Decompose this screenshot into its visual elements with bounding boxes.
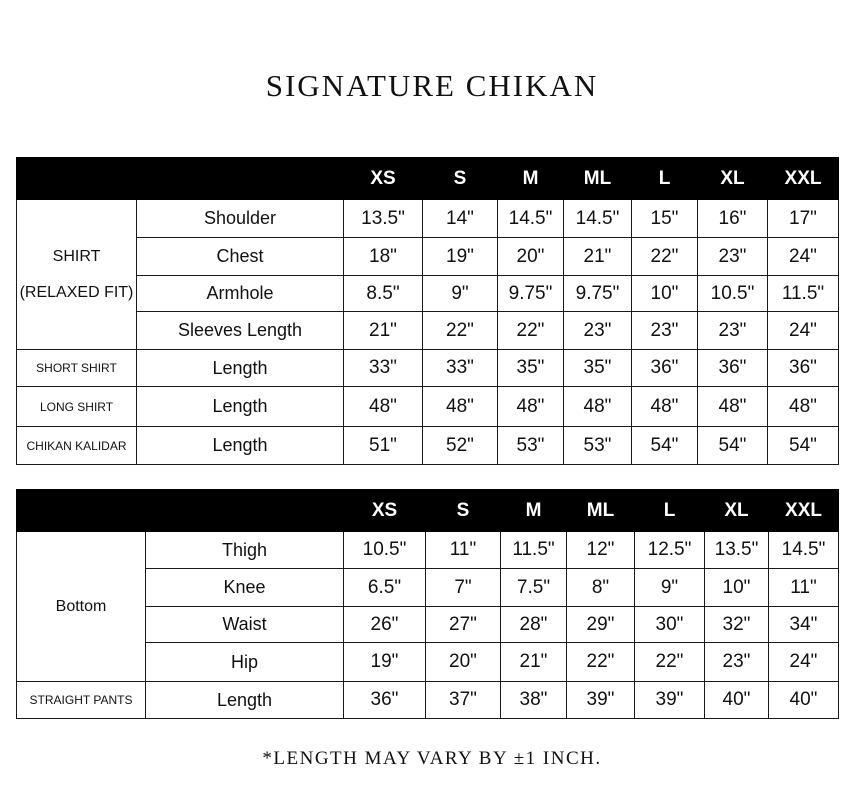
size-value-cell: 17": [768, 200, 839, 238]
measurement-label: Armhole: [137, 276, 344, 312]
size-value-cell: 48": [344, 387, 423, 427]
header-blank: [17, 490, 146, 532]
size-value-cell: 9.75": [564, 276, 632, 312]
size-value-cell: 48": [768, 387, 839, 427]
table-row: [17, 312, 839, 350]
size-value-cell: 20": [426, 643, 501, 682]
size-header: XS: [344, 490, 426, 532]
size-value-cell: 24": [768, 238, 839, 276]
category-label: STRAIGHT PANTS: [29, 693, 133, 707]
table-row: [17, 682, 839, 719]
size-header: S: [426, 490, 501, 532]
size-value-cell: 8.5": [344, 276, 423, 312]
size-header: L: [635, 490, 705, 532]
size-value-cell: 22": [567, 643, 635, 682]
size-value-cell: 7.5": [501, 569, 567, 607]
size-value-cell: 14.5": [564, 200, 632, 238]
shirt-table-body: [17, 200, 839, 465]
size-value-cell: 21": [501, 643, 567, 682]
measurement-label: Hip: [146, 643, 344, 682]
measurement-label: Sleeves Length: [137, 312, 344, 350]
size-value-cell: 16": [698, 200, 768, 238]
size-header: XL: [705, 490, 769, 532]
size-value-cell: 53": [564, 427, 632, 465]
size-value-cell: 33": [344, 350, 423, 387]
measurement-label: Length: [146, 682, 344, 719]
size-value-cell: 24": [769, 643, 839, 682]
size-value-cell: 32": [705, 607, 769, 643]
shirt-size-table: [16, 157, 839, 465]
table-row: [17, 350, 839, 387]
category-label: SHORT SHIRT: [36, 361, 117, 375]
size-value-cell: 22": [635, 643, 705, 682]
bottom-table-body: [17, 532, 839, 719]
size-header: XS: [344, 158, 423, 200]
size-value-cell: 34": [769, 607, 839, 643]
length-footnote: *LENGTH MAY VARY BY ±1 INCH.: [262, 748, 602, 769]
size-value-cell: 23": [564, 312, 632, 350]
size-value-cell: 36": [768, 350, 839, 387]
size-value-cell: 36": [632, 350, 698, 387]
size-value-cell: 27": [426, 607, 501, 643]
size-value-cell: 54": [768, 427, 839, 465]
size-header: S: [423, 158, 498, 200]
measurement-label: Chest: [137, 238, 344, 276]
size-header-row: [17, 490, 839, 532]
size-value-cell: 19": [344, 643, 426, 682]
bottom-size-table: [16, 489, 839, 719]
size-value-cell: 11.5": [768, 276, 839, 312]
category-label: SHIRT: [52, 247, 101, 265]
size-value-cell: 14": [423, 200, 498, 238]
size-value-cell: 21": [344, 312, 423, 350]
size-value-cell: 14.5": [769, 532, 839, 569]
size-value-cell: 23": [705, 643, 769, 682]
size-value-cell: 40": [769, 682, 839, 719]
size-value-cell: 22": [632, 238, 698, 276]
size-value-cell: 48": [698, 387, 768, 427]
size-value-cell: 22": [498, 312, 564, 350]
category-label: LONG SHIRT: [39, 399, 114, 414]
size-value-cell: 11": [769, 569, 839, 607]
size-value-cell: 10": [632, 276, 698, 312]
size-value-cell: 30": [635, 607, 705, 643]
size-value-cell: 28": [501, 607, 567, 643]
size-value-cell: 23": [698, 312, 768, 350]
size-header: XXL: [768, 158, 839, 200]
size-value-cell: 13.5": [705, 532, 769, 569]
size-value-cell: 6.5": [344, 569, 426, 607]
size-value-cell: 54": [698, 427, 768, 465]
size-value-cell: 15": [632, 200, 698, 238]
size-value-cell: 48": [632, 387, 698, 427]
size-value-cell: 39": [635, 682, 705, 719]
page-title: SIGNATURE CHIKAN: [265, 68, 599, 103]
size-value-cell: 23": [632, 312, 698, 350]
size-value-cell: 36": [698, 350, 768, 387]
size-header: L: [632, 158, 698, 200]
category-label: CHIKAN KALIDAR: [26, 438, 127, 453]
size-value-cell: 38": [501, 682, 567, 719]
size-value-cell: 48": [423, 387, 498, 427]
size-value-cell: 24": [768, 312, 839, 350]
category-cell: [17, 200, 137, 350]
size-value-cell: 23": [698, 238, 768, 276]
size-value-cell: 36": [344, 682, 426, 719]
size-value-cell: 13.5": [344, 200, 423, 238]
table-row: [17, 532, 839, 569]
size-value-cell: 51": [344, 427, 423, 465]
category-label: (RELAXED FIT): [19, 283, 134, 301]
size-value-cell: 39": [567, 682, 635, 719]
size-value-cell: 20": [498, 238, 564, 276]
measurement-label: Length: [137, 387, 344, 427]
size-value-cell: 8": [567, 569, 635, 607]
size-value-cell: 48": [564, 387, 632, 427]
table-row: [17, 238, 839, 276]
header-blank: [17, 158, 137, 200]
size-value-cell: 18": [344, 238, 423, 276]
size-value-cell: 12.5": [635, 532, 705, 569]
table-row: [17, 387, 839, 427]
header-blank: [146, 490, 344, 532]
measurement-label: Shoulder: [137, 200, 344, 238]
size-value-cell: 9.75": [498, 276, 564, 312]
size-value-cell: 10.5": [698, 276, 768, 312]
size-header: ML: [567, 490, 635, 532]
header-blank: [137, 158, 344, 200]
size-value-cell: 12": [567, 532, 635, 569]
table-row: [17, 427, 839, 465]
category-label: Bottom: [55, 597, 107, 615]
category-cell: [17, 682, 146, 719]
size-header-row: [17, 158, 839, 200]
measurement-label: Length: [137, 427, 344, 465]
size-header: XL: [698, 158, 768, 200]
size-value-cell: 10.5": [344, 532, 426, 569]
table-row: [17, 200, 839, 238]
size-value-cell: 29": [567, 607, 635, 643]
size-value-cell: 52": [423, 427, 498, 465]
size-value-cell: 11": [426, 532, 501, 569]
size-value-cell: 33": [423, 350, 498, 387]
size-value-cell: 40": [705, 682, 769, 719]
category-cell: [17, 350, 137, 387]
size-value-cell: 53": [498, 427, 564, 465]
category-cell: [17, 532, 146, 682]
category-cell: [17, 387, 137, 427]
measurement-label: Thigh: [146, 532, 344, 569]
size-value-cell: 7": [426, 569, 501, 607]
measurement-label: Waist: [146, 607, 344, 643]
measurement-label: Knee: [146, 569, 344, 607]
size-value-cell: 9": [423, 276, 498, 312]
category-cell: [17, 427, 137, 465]
size-value-cell: 21": [564, 238, 632, 276]
size-value-cell: 19": [423, 238, 498, 276]
size-header: ML: [564, 158, 632, 200]
size-header: M: [498, 158, 564, 200]
size-value-cell: 9": [635, 569, 705, 607]
measurement-label: Length: [137, 350, 344, 387]
size-value-cell: 14.5": [498, 200, 564, 238]
size-value-cell: 11.5": [501, 532, 567, 569]
size-value-cell: 10": [705, 569, 769, 607]
size-value-cell: 37": [426, 682, 501, 719]
size-value-cell: 35": [498, 350, 564, 387]
size-header: XXL: [769, 490, 839, 532]
size-value-cell: 22": [423, 312, 498, 350]
size-value-cell: 35": [564, 350, 632, 387]
size-value-cell: 48": [498, 387, 564, 427]
table-row: [17, 276, 839, 312]
size-value-cell: 54": [632, 427, 698, 465]
size-value-cell: 26": [344, 607, 426, 643]
size-header: M: [501, 490, 567, 532]
